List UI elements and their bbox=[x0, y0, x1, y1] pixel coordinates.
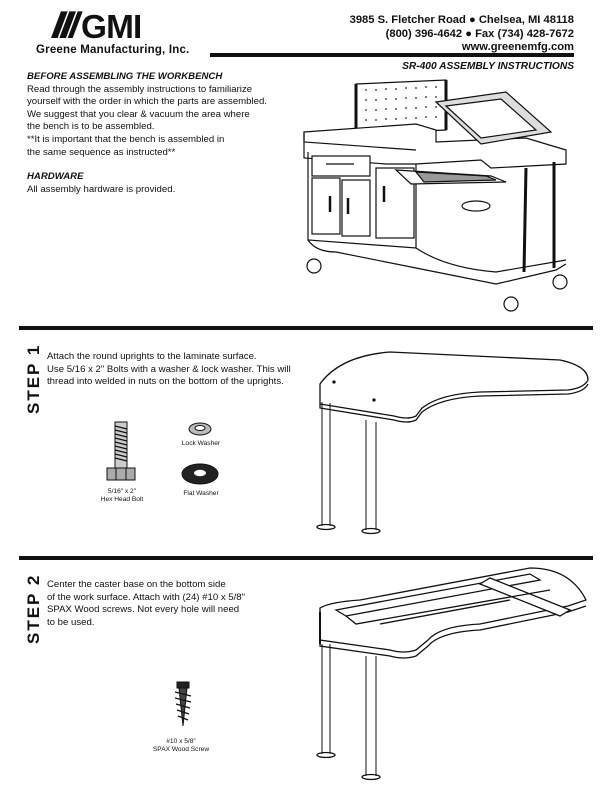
bolt-caption bbox=[90, 488, 154, 504]
before-line: **It is important that the bench is assembled in bbox=[27, 133, 225, 145]
phone-line: (800) 396-4642 ● Fax (734) 428-7672 bbox=[385, 27, 574, 40]
step2-line: to be used. bbox=[47, 616, 95, 628]
bolt-caption-type: Hex Head Bolt bbox=[100, 496, 144, 503]
document-title: SR-400 ASSEMBLY INSTRUCTIONS bbox=[402, 61, 574, 72]
step1-desk-illustration bbox=[300, 336, 596, 536]
step1-line: Use 5/16 x 2" Bolts with a washer & lock washer. This will bbox=[47, 363, 291, 375]
step2-line: Center the caster base on the bottom side bbox=[47, 579, 226, 590]
website: www.greenemfg.com bbox=[461, 41, 574, 54]
step2-line: of the work surface. Attach with (24) #10 x 5/8" bbox=[47, 591, 246, 603]
before-line: Read through the assembly instructions to familiarize bbox=[27, 83, 253, 95]
before-line: the same sequence as instructed** bbox=[27, 146, 176, 158]
before-heading: BEFORE ASSEMBLING THE WORKBENCH bbox=[27, 71, 223, 82]
step2-instructions bbox=[47, 579, 287, 629]
step1-instructions bbox=[47, 351, 317, 389]
step1-divider bbox=[19, 326, 593, 330]
intro-section bbox=[27, 71, 292, 196]
step2-line: SPAX Wood screws. Not every hole will need bbox=[47, 604, 240, 616]
step1-line: thread into welded in nuts on the bottom of the uprights. bbox=[47, 376, 284, 388]
header-rule bbox=[210, 53, 574, 57]
step1-label: STEP 1 bbox=[24, 343, 43, 414]
wood-screw-icon bbox=[170, 680, 196, 730]
flat-washer-icon bbox=[180, 462, 220, 486]
before-line: yourself with the order in which the parts are assembled. bbox=[27, 96, 267, 108]
step1-line: Attach the round uprights to the laminate surface. bbox=[47, 351, 257, 362]
address-line: 3985 S. Fletcher Road ● Chelsea, MI 48118 bbox=[349, 14, 574, 26]
workbench-illustration bbox=[296, 72, 586, 322]
flat-washer-caption: Flat Washer bbox=[183, 490, 219, 497]
company-address bbox=[350, 14, 574, 55]
gmi-logo bbox=[36, 8, 196, 48]
step2-divider bbox=[19, 556, 593, 560]
hex-bolt-icon bbox=[104, 420, 138, 486]
hardware-heading: HARDWARE bbox=[27, 171, 84, 183]
screw-caption-type: SPAX Wood Screw bbox=[152, 746, 210, 753]
before-line: We suggest that you clear & vacuum the area where bbox=[27, 108, 250, 120]
bolt-caption-size: 5/16" x 2" bbox=[107, 488, 137, 495]
company-name: Greene Manufacturing, Inc. bbox=[36, 44, 190, 56]
step2-label: STEP 2 bbox=[24, 573, 43, 644]
lock-washer-icon bbox=[187, 420, 213, 438]
step2-desk-illustration bbox=[300, 564, 596, 788]
svg-text:GMI: GMI bbox=[81, 9, 142, 46]
lock-washer-caption: Lock Washer bbox=[181, 440, 221, 447]
before-line: the bench is to be assembled. bbox=[27, 121, 155, 133]
screw-caption-size: #10 x 5/8" bbox=[166, 738, 196, 745]
screw-caption bbox=[146, 738, 216, 754]
hardware-text: All assembly hardware is provided. bbox=[27, 183, 176, 195]
